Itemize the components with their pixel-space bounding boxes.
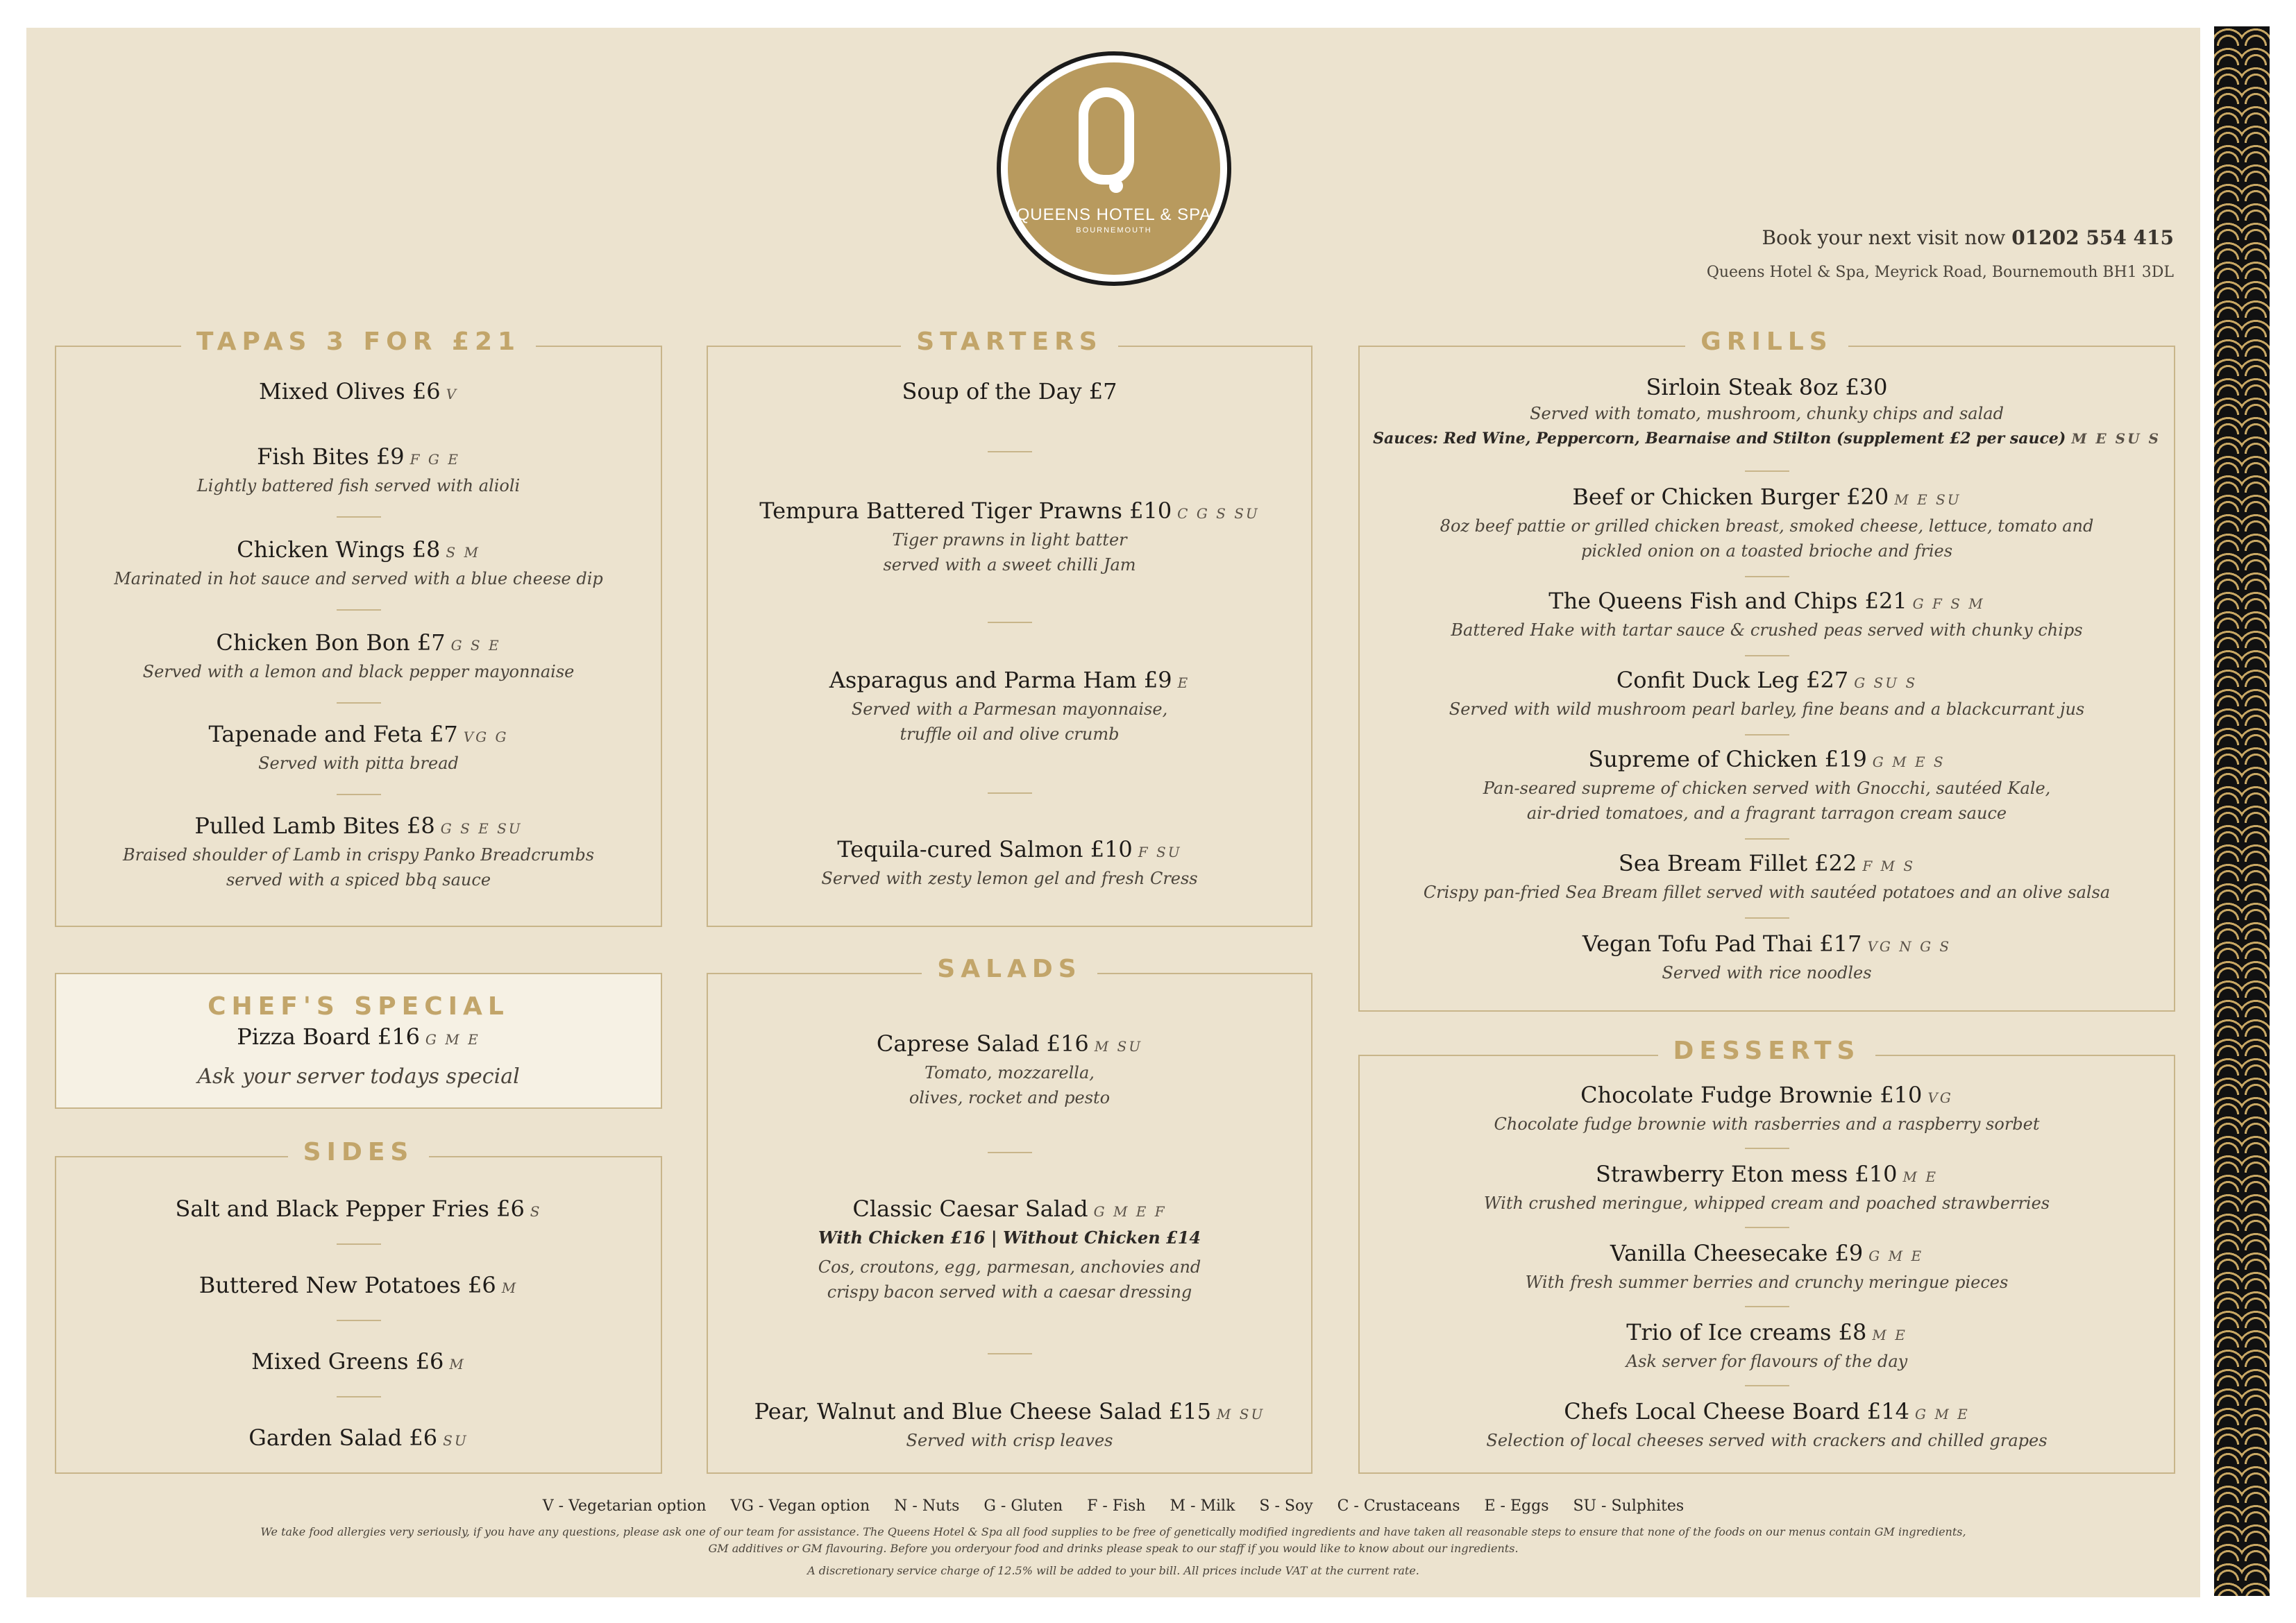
item-price-options: With Chicken £16 | Without Chicken £14 [818,1227,1201,1248]
item-name: Fish Bites £9 [257,443,405,470]
menu-item [1360,745,2174,826]
divider [988,792,1032,794]
allergen-codes: M SU [1216,1406,1265,1422]
grills-section [1358,328,2175,1012]
item-name: The Queens Fish and Chips £21 [1548,588,1907,614]
allergen-codes: G M E F [1093,1203,1167,1220]
allergen-codes: G M E [1915,1406,1970,1422]
service-charge-notice: A discretionary service charge of 12.5% will be added to your bill. All prices include VAT at the current rate. [807,1564,1419,1577]
item-description: Chocolate fudge brownie with rasberries and a raspberry sorbet [1494,1114,2040,1134]
sides-section [55,1138,662,1474]
item-name: Pear, Walnut and Blue Cheese Salad £15 [754,1398,1211,1425]
item-name: Buttered New Potatoes £6 [199,1272,496,1298]
item-description: Tiger prawns in light batter [892,530,1127,550]
allergen-codes: M [501,1280,518,1296]
allergen-codes: G M E [1868,1248,1924,1264]
item-description-line2: served with a spiced bbq sauce [226,870,491,890]
item-description: With crushed meringue, whipped cream and poached strawberries [1483,1193,2050,1213]
item-description-line2: served with a sweet chilli Jam [883,555,1136,575]
menu-item [1360,849,2174,905]
menu-item [56,629,661,684]
starters-title: STARTERS [901,328,1117,356]
divider [337,1320,381,1321]
booking-line [1762,226,2174,249]
allergen-codes: VG [1927,1089,1953,1106]
item-description: Ask your server todays special [197,1064,520,1089]
allergen-codes: G S E [450,637,501,654]
menu-item [56,812,661,892]
divider [988,1152,1032,1153]
divider [988,622,1032,623]
item-description: Battered Hake with tartar sauce & crushed peas served with chunky chips [1451,620,2083,640]
item-name: Caprese Salad £16 [876,1030,1089,1057]
item-description: Selection of local cheeses served with crackers and chilled grapes [1486,1431,2048,1450]
menu-item [1360,1318,2174,1374]
item-name: Vanilla Cheesecake £9 [1610,1240,1864,1266]
allergen-codes: G M E S [1872,754,1945,770]
item-description: Pan-seared supreme of chicken served with Gnocchi, sautéed Kale, [1483,779,2051,798]
item-name: Classic Caesar Salad [852,1196,1088,1222]
item-name: Tempura Battered Tiger Prawns £10 [759,498,1172,524]
item-description-line2: pickled onion on a toasted brioche and fries [1580,541,1953,561]
salads-section [707,955,1312,1474]
item-name: Beef or Chicken Burger £20 [1572,484,1889,510]
item-description: Ask server for flavours of the day [1626,1352,1908,1371]
allergen-codes: E [1177,674,1190,691]
chefs-special-title: CHEF'S SPECIAL [208,992,509,1021]
menu-item [1360,373,2174,451]
menu-item [56,1348,661,1378]
menu-item [56,443,661,498]
decorative-pattern-border [2214,26,2270,1596]
salads-title: SALADS [922,955,1097,983]
allergen-codes: M E [1902,1169,1938,1185]
allergen-codes: M [449,1356,466,1373]
menu-item [1360,483,2174,563]
allergen-codes: V [446,386,459,402]
item-name: Tequila-cured Salmon £10 [837,836,1133,863]
allergen-codes: F G E [410,451,460,468]
divider [337,609,381,611]
allergen-key: V - Vegetarian option VG - Vegan option N - Nuts G - Gluten F - Fish M - Milk S - Soy C - Crustaceans E - Eggs SU - Sulphites [542,1497,1685,1515]
item-description: 8oz beef pattie or grilled chicken breast, smoked cheese, lettuce, tomato and [1440,516,2094,536]
item-description: Served with tomato, mushroom, chunky chips and salad [1530,404,2004,423]
starters-section [707,328,1312,927]
item-name: Trio of Ice creams £8 [1626,1319,1867,1345]
menu-item [708,835,1311,891]
item-description: Served with pitta bread [258,754,459,773]
divider [337,1396,381,1397]
allergen-codes: G S E SU [440,820,523,837]
item-name: Supreme of Chicken £19 [1588,746,1867,772]
allergy-notice-line1: We take food allergies very seriously, if you have any questions, please ask one of our team for assistance. The Queens Hotel & Spa all food supplies to be free of genetically modified ingredients and have taken all reasonable steps to ensure that none of the foods on our menus contain GM ingredients, [260,1525,1966,1538]
chefs-special-section [55,973,662,1109]
item-description-line2: truffle oil and olive crumb [900,724,1120,744]
logo-text: QUEENS HOTEL & SPA [1016,205,1212,224]
grills-title: GRILLS [1685,328,1848,356]
item-name: Chicken Bon Bon £7 [216,629,446,656]
item-name: Chicken Wings £8 [237,536,441,563]
item-description: Braised shoulder of Lamb in crispy Panko Breadcrumbs [122,845,595,865]
item-name: Asparagus and Parma Ham £9 [829,667,1172,693]
item-name: Strawberry Eton mess £10 [1596,1161,1898,1187]
menu-item [1360,1239,2174,1295]
menu-item [708,666,1311,747]
divider [1745,917,1789,919]
menu-item [56,536,661,591]
item-name: Tapenade and Feta £7 [208,721,458,747]
menu-item [708,497,1311,577]
allergen-codes: VG G [463,729,509,745]
item-name: Mixed Greens £6 [251,1348,444,1375]
tapas-section [55,328,662,927]
allergen-codes: F M S [1862,858,1916,874]
item-name: Salt and Black Pepper Fries £6 [175,1196,525,1222]
item-description: Lightly battered fish served with alioli [196,476,521,495]
item-name: Confit Duck Leg £27 [1616,667,1849,693]
phone-number: 01202 554 415 [2011,226,2174,249]
desserts-section [1358,1037,2175,1474]
desserts-title: DESSERTS [1658,1037,1876,1065]
item-description-line2: air-dried tomatoes, and a fragrant tarragon cream sauce [1526,804,2007,823]
item-description: Served with rice noodles [1662,963,1872,983]
item-description: Tomato, mozzarella, [925,1063,1095,1082]
tapas-title: TAPAS 3 FOR £21 [181,328,536,356]
allergen-codes: G M E [425,1031,480,1048]
item-description: Crispy pan-fried Sea Bream fillet served with sautéed potatoes and an olive salsa [1423,883,2111,902]
menu-item [1360,1397,2174,1453]
divider [1745,1306,1789,1307]
item-description: Served with wild mushroom pearl barley, fine beans and a blackcurrant jus [1449,699,2085,719]
menu-item [1360,666,2174,722]
divider [337,794,381,795]
logo-dot-icon [1109,179,1123,193]
divider [1745,655,1789,656]
divider [1745,1385,1789,1386]
divider [988,451,1032,452]
item-name: Chefs Local Cheese Board £14 [1564,1398,1909,1425]
allergen-codes: G F S M [1912,595,1985,612]
item-description: Marinated in hot sauce and served with a blue cheese dip [114,569,603,588]
menu-item [708,1030,1311,1110]
item-description-line2: olives, rocket and pesto [909,1088,1111,1107]
allergen-codes: G SU S [1854,674,1918,691]
book-label: Book your next visit now [1762,226,2006,249]
allergen-codes: M E [1872,1327,1907,1343]
divider [1745,470,1789,472]
menu-item [1360,587,2174,643]
allergy-notice-line2: GM additives or GM flavouring. Before you orderyour food and drinks please speak to our staff if you would like to know about our ingredients. [708,1542,1519,1555]
item-description: Served with zesty lemon gel and fresh Cress [821,869,1198,888]
divider [1745,576,1789,577]
sides-title: SIDES [288,1138,430,1166]
allergen-codes: S [530,1203,542,1220]
menu-item [56,377,661,408]
item-name: Sea Bream Fillet £22 [1618,850,1857,876]
item-name: Sirloin Steak 8oz £30 [1646,374,1888,400]
menu-item [708,377,1311,405]
allergen-codes: F SU [1138,844,1182,860]
logo-subtext: BOURNEMOUTH [1076,226,1152,235]
item-sauces: Sauces: Red Wine, Peppercorn, Bearnaise and Stilton (supplement £2 per sauce) [1373,430,2066,448]
item-name: Pulled Lamb Bites £8 [194,813,435,839]
divider [337,702,381,704]
allergen-codes: C G S SU [1177,505,1260,522]
item-description: Served with a lemon and black pepper mayonnaise [142,662,575,681]
divider [988,1353,1032,1354]
divider [1745,1227,1789,1228]
item-name: Chocolate Fudge Brownie £10 [1580,1082,1923,1108]
item-name: Mixed Olives £6 [258,378,441,405]
menu-item [1360,930,2174,985]
allergen-codes: M E SU S [2071,430,2161,447]
allergen-codes: M SU [1094,1038,1143,1055]
menu-item [708,1397,1311,1453]
item-description: Served with a Parmesan mayonnaise, [851,699,1168,719]
item-description: With fresh summer berries and crunchy meringue pieces [1525,1273,2009,1292]
menu-item [708,1195,1311,1305]
item-description: Served with crisp leaves [906,1431,1113,1450]
menu-item [56,1424,661,1454]
allergen-codes: VG N G S [1867,938,1952,955]
item-name: Soup of the Day £7 [902,378,1117,405]
item-name: Pizza Board £16 [237,1023,420,1050]
divider [1745,1148,1789,1149]
logo-q-icon [1079,87,1134,185]
item-name: Vegan Tofu Pad Thai £17 [1582,931,1862,957]
allergen-codes: SU [443,1432,469,1449]
item-description-line2: crispy bacon served with a caesar dressing [827,1282,1192,1302]
menu-item [56,1023,661,1089]
menu-item [56,1195,661,1225]
menu-item [1360,1081,2174,1137]
menu-item [1360,1160,2174,1216]
allergen-codes: S M [446,544,480,561]
hotel-address: Queens Hotel & Spa, Meyrick Road, Bournemouth BH1 3DL [1706,264,2174,281]
divider [1745,838,1789,840]
divider [337,516,381,518]
item-description: Cos, croutons, egg, parmesan, anchovies and [818,1257,1201,1277]
item-name: Garden Salad £6 [248,1425,438,1451]
menu-item [56,1271,661,1302]
allergen-codes: M E SU [1894,491,1961,508]
divider [1745,734,1789,736]
menu-item [56,720,661,776]
divider [337,1243,381,1245]
